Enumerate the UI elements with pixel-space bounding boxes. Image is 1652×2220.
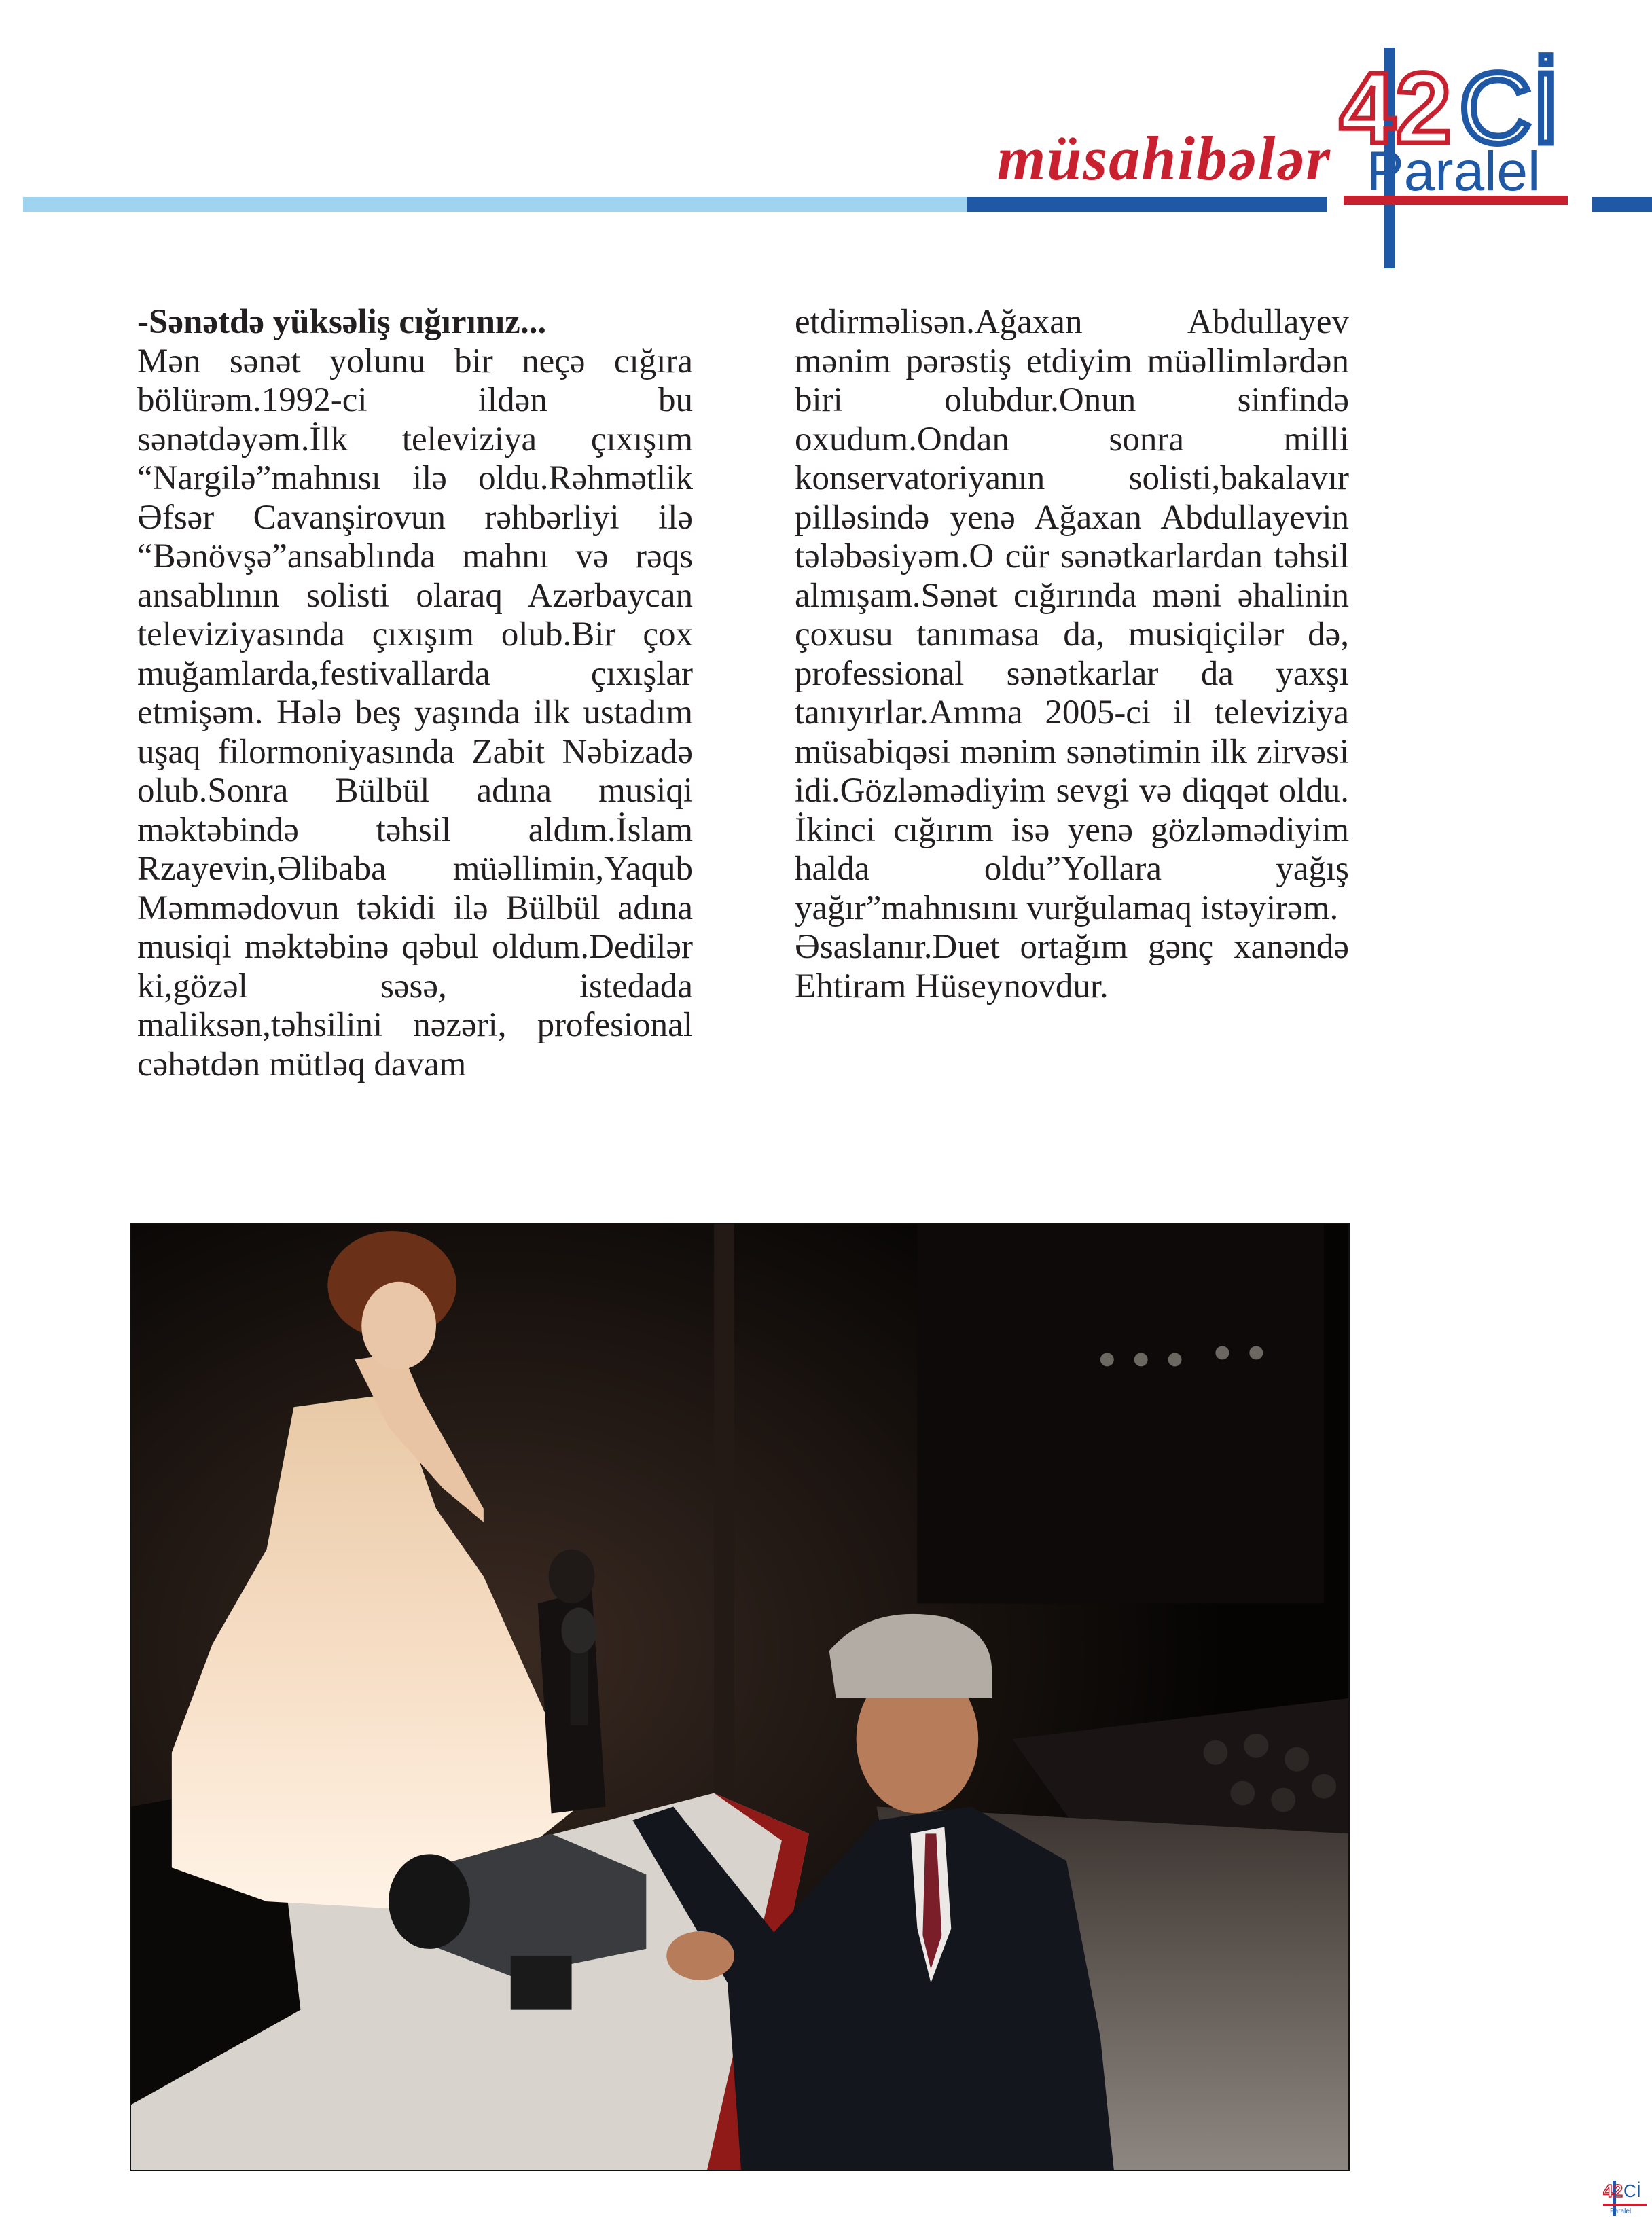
article-column-right xyxy=(795,303,1349,1006)
header-rule-dark xyxy=(967,197,1327,212)
answer-text-right-closing: Əsaslanır.Duet ortağım gənç xanəndə Ehtiram Hüseynovdur. xyxy=(795,928,1349,1005)
interview-question: -Sənətdə yüksəliş cığırınız... xyxy=(137,303,547,341)
section-title: müsahibələr xyxy=(996,124,1331,193)
footer-logo xyxy=(1603,2179,1647,2217)
article-column-left xyxy=(137,303,693,1084)
logo-suffix: Cİ xyxy=(1459,52,1560,164)
svg-text:42: 42 xyxy=(1603,2181,1623,2201)
header-rule-dark-right xyxy=(1592,197,1652,212)
svg-text:Paralel: Paralel xyxy=(1610,2208,1632,2215)
svg-text:Cİ: Cİ xyxy=(1623,2181,1641,2201)
answer-text-left: Mən sənət yolunu bir neçə cığıra bölürəm.1992-ci ildən bu sənətdəyəm.İlk televiziya çıxışım “Nargilə”mahnısı ilə oldu.Rəhmətlik Əfsər Cavanşirovun rəhbərliyi ilə “Bənövşə”ansablında mahnı və rəqs ansablının solisti olaraq Azərbaycan televiziyasında çıxışım olub.Bir çox muğamlarda,festivallarda çıxışlar etmişəm. Hələ beş yaşında ilk ustadım uşaq filormoniyasında Zabit Nəbizadə olub.Sonra Bülbül adına musiqi məktəbində təhsil aldım.İslam Rzayevin,Əlibaba müəllimin,Yaqub Məmmədovun təkidi ilə Bülbül adına musiqi məktəbinə qəbul oldum.Dedilər ki,gözəl səsə, istedada maliksən,təhsilini nəzəri, profesional cəhətdən mütləq davam xyxy=(137,342,693,1084)
stage-photo xyxy=(130,1223,1350,2171)
logo-word: Paralel xyxy=(1367,141,1541,202)
answer-text-right: etdirməlisən.Ağaxan Abdullayev mənim pərəstiş etdiyim müəllimlərdən biri olubdur.Onun sinfində oxudum.Ondan sonra milli konservatoriyanın solisti,bakalavır pilləsində yenə Ağaxan Abdullayevin tələbəsiyəm.O cür sənətkarlardan təhsil almışam.Sənət cığırında məni əhalinin çoxusu tanımasa da, musiqiçilər də, professional sənətkarlar da yaxşı tanıyırlar.Amma 2005-ci il televiziya müsabiqəsi mənim sənətimin ilk zirvəsi idi.Gözləmədiyim sevgi və diqqət oldu. İkinci cığırım isə yenə gözləmədiyim halda oldu”Yollara yağış yağır”mahnısını vurğulamaq istəyirəm. xyxy=(795,303,1349,927)
stage-performance-photo-icon xyxy=(131,1224,1348,2170)
header-rule-light xyxy=(23,197,967,212)
magazine-logo xyxy=(1337,41,1581,272)
logo-number: 42 xyxy=(1340,52,1452,164)
